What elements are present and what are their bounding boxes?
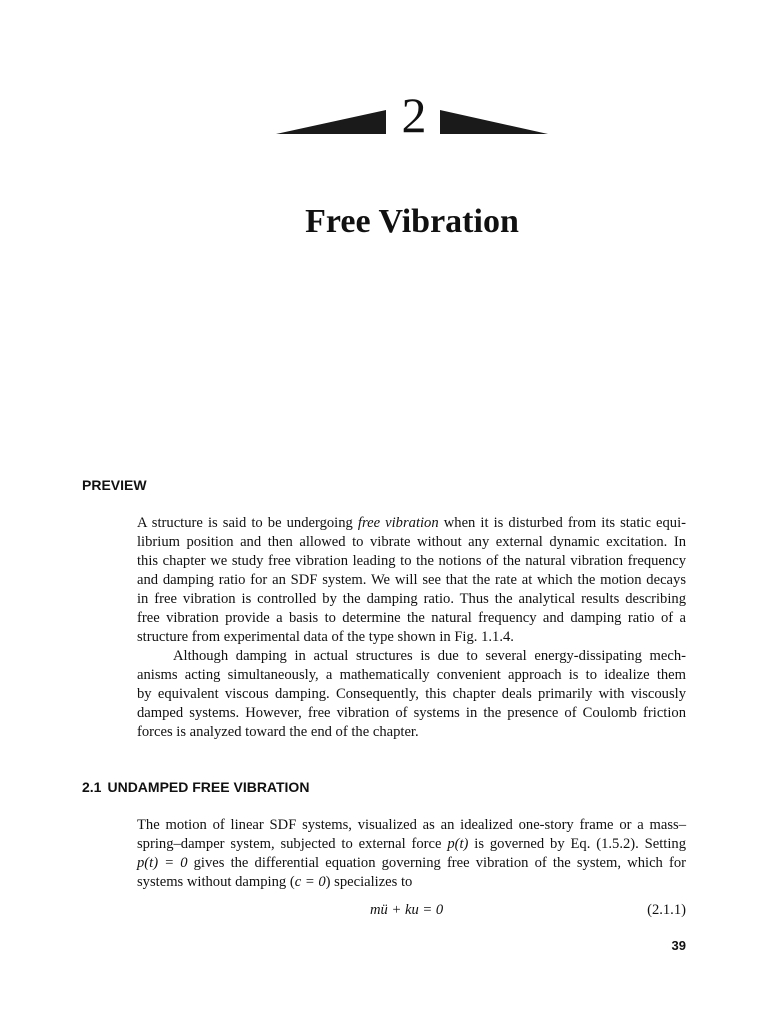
- math-inline: p(t) = 0: [137, 855, 188, 871]
- page-number: 39: [671, 938, 686, 953]
- text-line: librium position and then allowed to vibrate without any external dynamic excitation. In: [137, 534, 686, 550]
- chapter-number: 2: [401, 87, 427, 143]
- text-line: anisms acting simultaneously, a mathematically convenient approach is to idealize them: [137, 667, 686, 683]
- equation-number: (2.1.1): [647, 902, 686, 918]
- text-line: Although damping in actual structures is due to several energy-dissipating mech-: [173, 648, 686, 664]
- section-title: UNDAMPED FREE VIBRATION: [107, 779, 310, 795]
- text-line: A structure is said to be undergoing free vibration when it is disturbed from its static equi-: [137, 515, 686, 531]
- text-line: damped systems. However, free vibration of systems in the presence of Coulomb friction: [137, 705, 686, 721]
- text-line: free vibration provide a basis to determine the natural frequency and damping ratio of a: [137, 610, 686, 626]
- chapter-title: Free Vibration: [305, 203, 519, 240]
- section-number: 2.1: [82, 779, 102, 795]
- text-line: by equivalent viscous damping. Consequently, this chapter deals primarily with viscously: [137, 686, 686, 702]
- preview-heading: PREVIEW: [82, 477, 147, 493]
- emphasis-term: free vibration: [357, 515, 439, 531]
- section-paragraph: [137, 816, 686, 892]
- text-line: and damping ratio for an SDF system. We will see that the rate at which the motion decays: [137, 572, 686, 588]
- text-line: The motion of linear SDF systems, visualized as an idealized one-story frame or a mass–: [137, 817, 686, 833]
- preview-paragraph: [137, 514, 686, 742]
- text-line: this chapter we study free vibration leading to the notions of the natural vibration frequency: [137, 553, 686, 569]
- chapter-header: [276, 87, 548, 143]
- equation-body: mü + ku = 0: [370, 902, 444, 918]
- text-line: in free vibration is controlled by the damping ratio. Thus the analytical results describing: [137, 591, 686, 607]
- chapter-ornament-left-wedge: [276, 110, 386, 134]
- text-line: structure from experimental data of the type shown in Fig. 1.1.4.: [137, 629, 514, 645]
- section-heading: [82, 778, 309, 796]
- math-inline: c = 0: [294, 874, 326, 890]
- equation-2-1-1: [137, 900, 686, 920]
- chapter-ornament-right-wedge: [440, 110, 548, 134]
- text-line: p(t) = 0 gives the differential equation governing free vibration of the system, which for: [137, 855, 686, 871]
- text-line: systems without damping (c = 0) specializes to: [137, 874, 413, 890]
- text-line: forces is analyzed toward the end of the chapter.: [137, 724, 419, 740]
- math-inline: p(t): [447, 836, 469, 852]
- text-line: spring–damper system, subjected to external force p(t) is governed by Eq. (1.5.2). Setting: [137, 836, 686, 852]
